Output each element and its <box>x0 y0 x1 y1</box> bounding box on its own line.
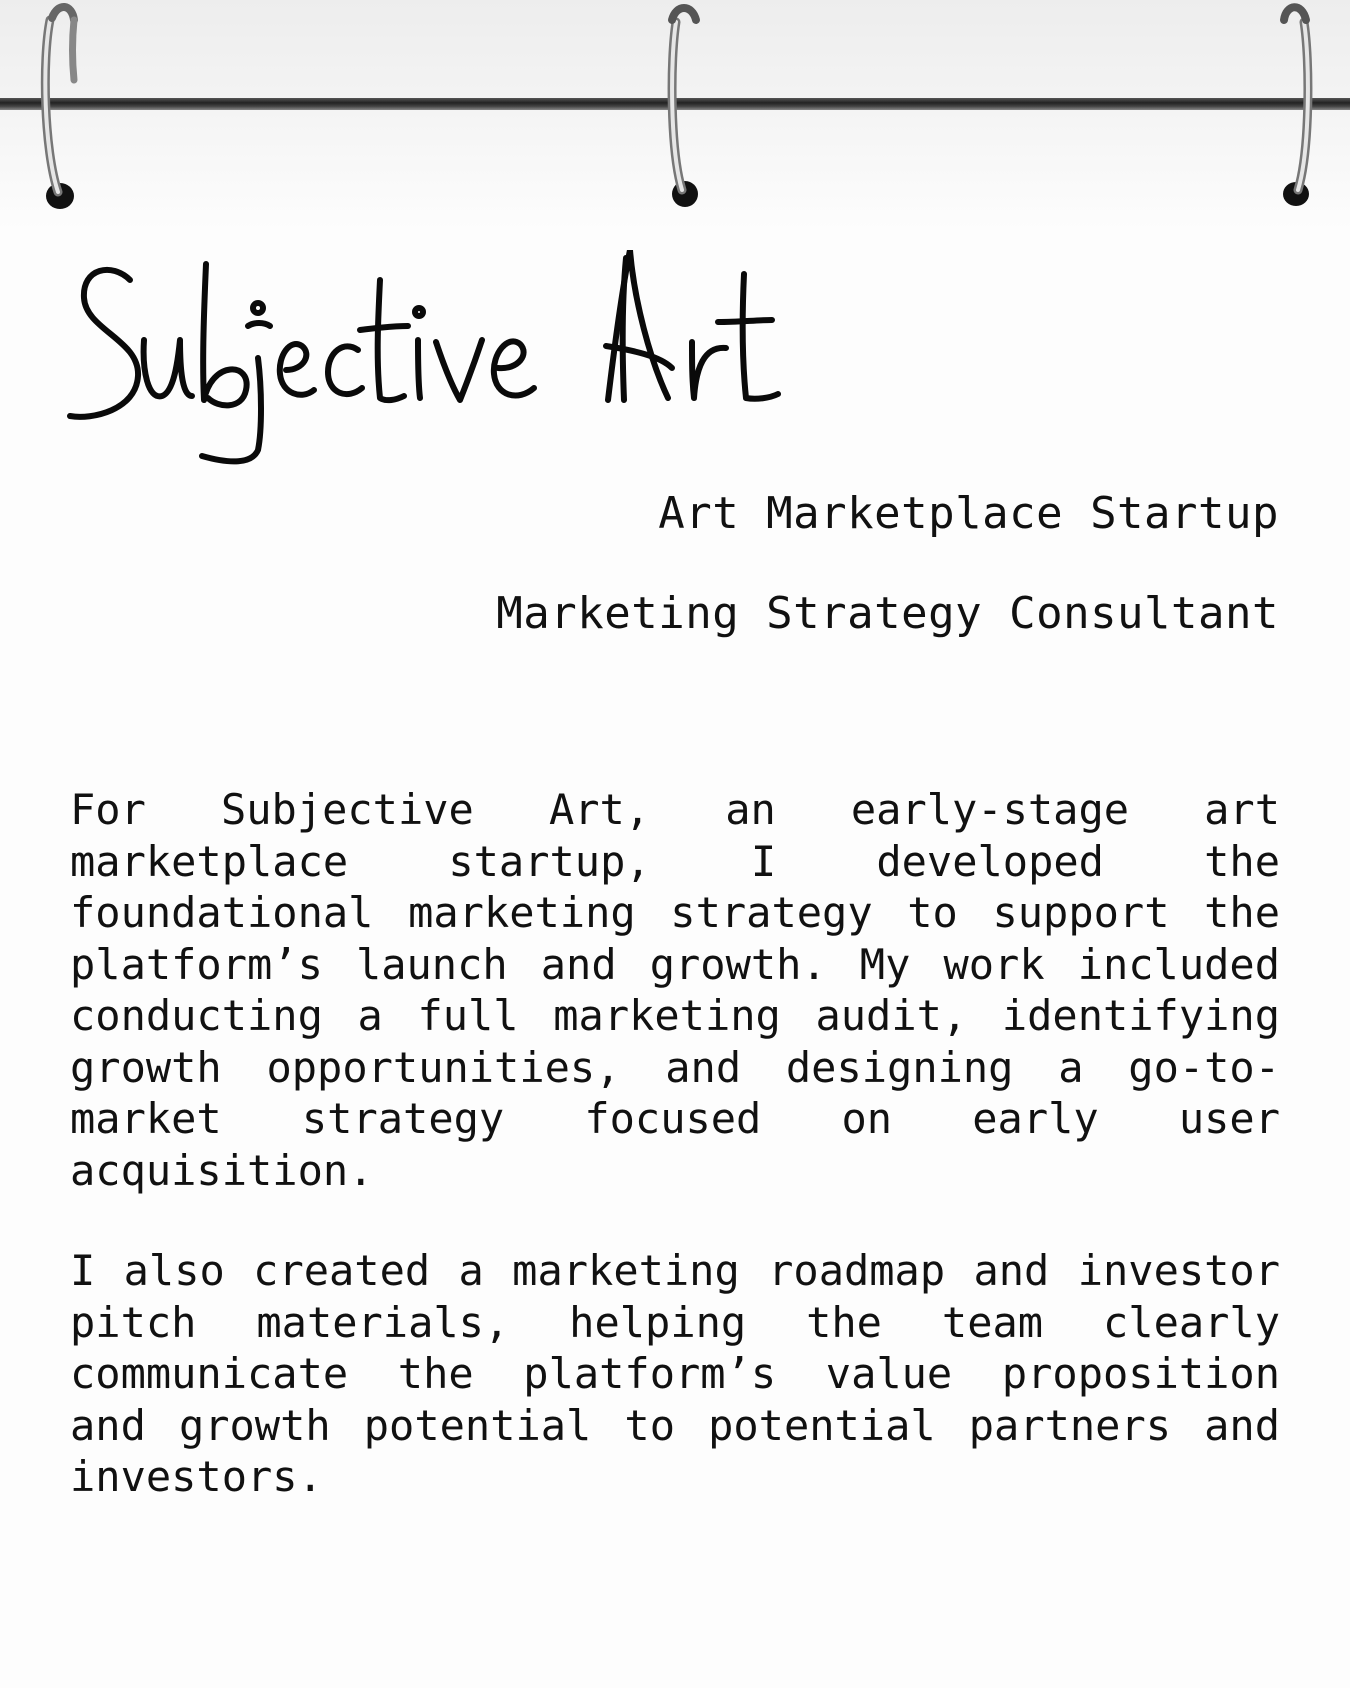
body-paragraph: I also created a marketing roadmap and investor pitch materials, helping the team clearly communicate the platform’s value proposition and growth potential to potential partners and investors. <box>70 1246 1280 1501</box>
binder-ring-icon <box>652 0 712 215</box>
handwritten-title <box>62 250 862 500</box>
binder-ring-icon <box>1270 0 1330 215</box>
page-title <box>62 250 862 500</box>
role-subtitle: Marketing Strategy Consultant <box>496 588 1279 639</box>
binder-ring-icon <box>28 0 88 215</box>
body-paragraph: For Subjective Art, an early-stage art marketplace startup, I developed the foundational marketing strategy to support the platform’s launch and growth. My work included conducting a full marketing audit, identifying growth opportunities, and designing a go-to-market strategy focused on early user acquisition. <box>70 785 1280 1195</box>
binder-header <box>0 0 1350 230</box>
company-subtitle: Art Marketplace Startup <box>658 488 1279 539</box>
